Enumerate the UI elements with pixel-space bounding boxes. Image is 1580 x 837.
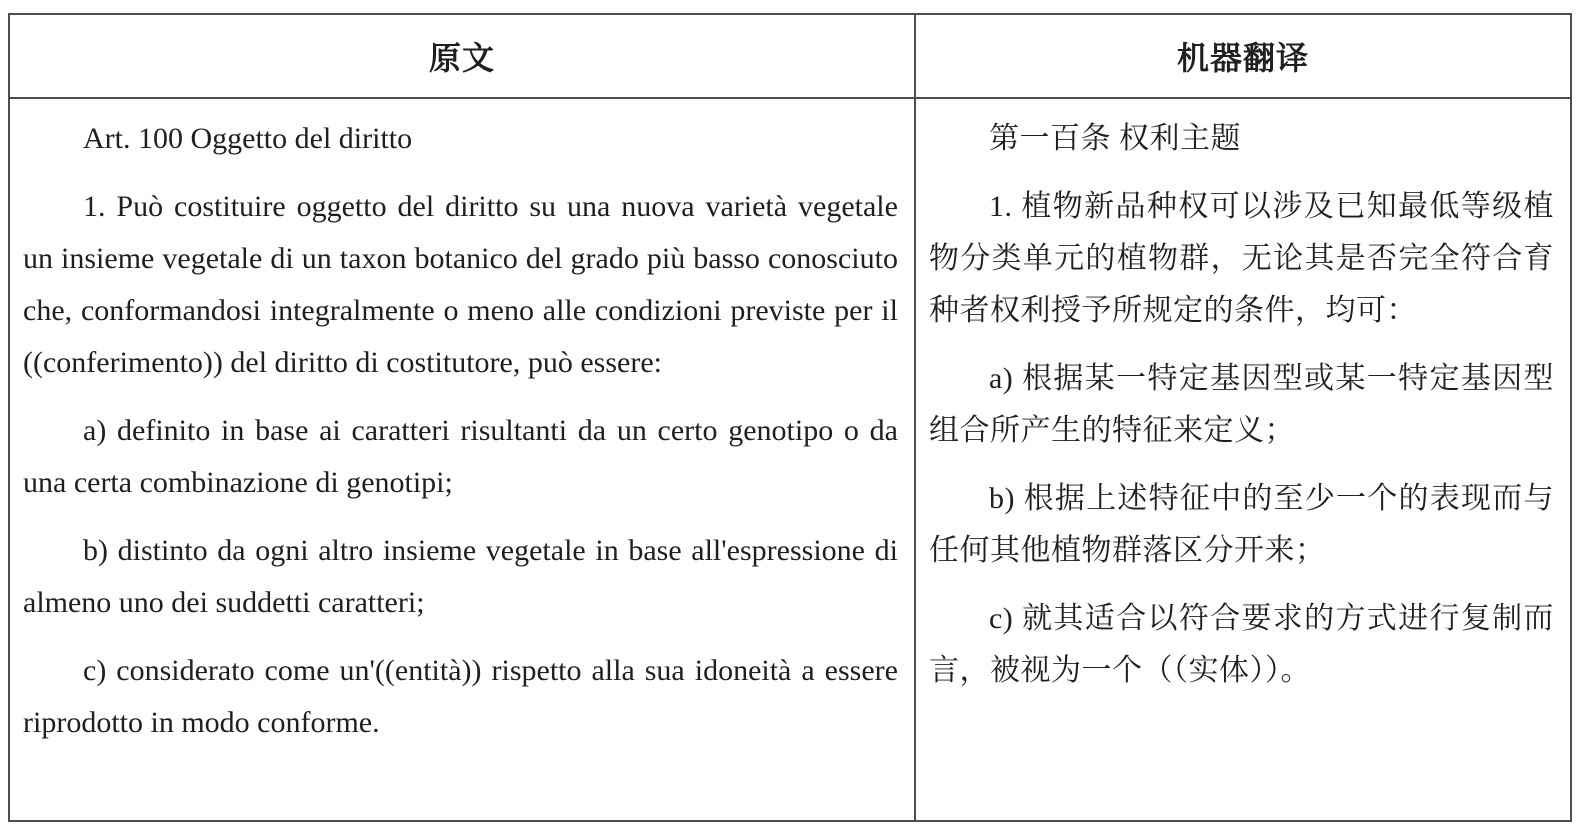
translation-paragraph-item-b: b) 根据上述特征中的至少一个的表现而与任何其他植物群落区分开来； bbox=[928, 482, 1554, 567]
translation-paragraph-title: 第一百条 权利主题 bbox=[988, 122, 1241, 155]
source-paragraph-1: 1. Può costituire oggetto del diritto su una nuova varietà vegetale un insieme vegetale di un taxon botanico del grado più basso conosciuto che, conformandosi integralmente o meno alle condizioni previste per il ((conferimento)) del diritto di costitutore, può essere: bbox=[23, 190, 898, 379]
translation-paragraph-item-a: a) 根据某一特定基因型或某一特定基因型组合所产生的特征来定义； bbox=[928, 362, 1554, 447]
source-column-header: 原文 bbox=[9, 14, 915, 98]
translation-paragraph-item-c: c) 就其适合以符合要求的方式进行复制而言，被视为一个（（实体））。 bbox=[928, 602, 1554, 687]
source-paragraph-item-b: b) distinto da ogni altro insieme vegetale in base all'espressione di almeno uno dei suddetti caratteri; bbox=[23, 534, 898, 619]
translation-column-header: 机器翻译 bbox=[915, 14, 1571, 98]
source-paragraph-item-c: c) considerato come un'((entità)) rispetto alla sua idoneità a essere riprodotto in modo conforme. bbox=[23, 654, 898, 739]
content-row bbox=[9, 98, 1571, 821]
translation-paragraph-1: 1. 植物新品种权可以涉及已知最低等级植物分类单元的植物群，无论其是否完全符合育种者权利授予所规定的条件，均可： bbox=[928, 190, 1554, 327]
source-text-cell bbox=[9, 98, 915, 821]
translation-text-cell bbox=[915, 98, 1571, 821]
translation-table bbox=[8, 13, 1572, 822]
source-paragraph-title: Art. 100 Oggetto del diritto bbox=[83, 122, 413, 155]
header-row bbox=[9, 14, 1571, 98]
source-paragraph-item-a: a) definito in base ai caratteri risultanti da un certo genotipo o da una certa combinazione di genotipi; bbox=[23, 414, 898, 499]
